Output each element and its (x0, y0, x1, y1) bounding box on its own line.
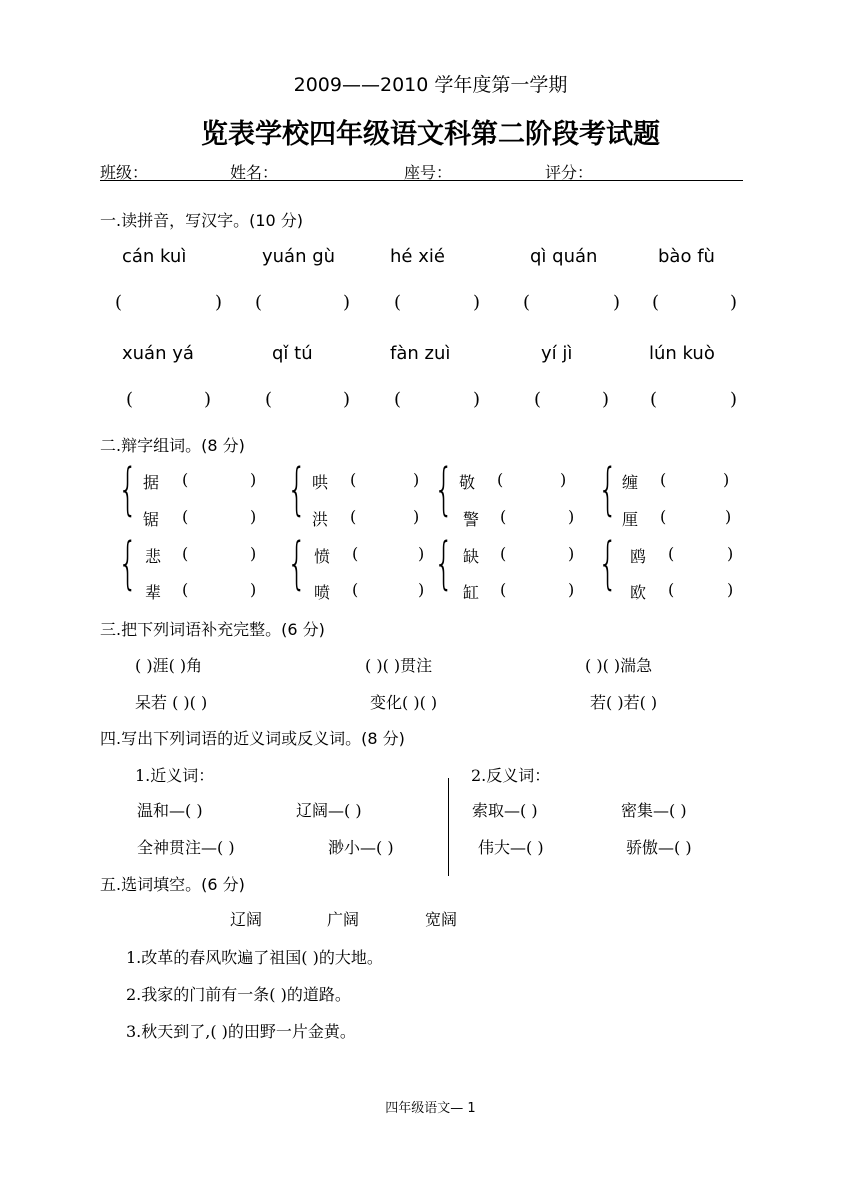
word-choice: 辽阔 (230, 910, 263, 929)
answer-open: ( (394, 292, 402, 313)
answer-close: ) (602, 389, 610, 410)
antonym-item: 密集—( ) (621, 801, 687, 820)
answer-open: ( (523, 292, 531, 313)
synonym-item: 温和—( ) (137, 801, 203, 820)
char: 敬 (459, 473, 476, 492)
word-choice: 宽阔 (425, 910, 458, 929)
answer-close: ) (343, 389, 351, 410)
answer-open: ( (660, 507, 667, 526)
answer-open: ( (668, 544, 675, 563)
class-label: 班级： (100, 163, 149, 182)
antonym-label: 2.反义词： (471, 766, 551, 785)
word-choice: 广阔 (327, 910, 360, 929)
page-footer: 四年级语文— 1 (385, 1101, 476, 1116)
answer-close: ) (418, 544, 425, 563)
answer-close: ) (473, 389, 481, 410)
pinyin-10: lún kuò (649, 343, 715, 364)
answer-open: ( (500, 544, 507, 563)
answer-open: ( (115, 292, 123, 313)
section-3-title: 三.把下列词语补充完整。(6 分) (100, 620, 325, 639)
answer-open: ( (182, 507, 189, 526)
synonym-label: 1.近义词： (135, 766, 215, 785)
brace: { (287, 531, 307, 596)
answer-close: ) (730, 292, 738, 313)
idiom-blank: 变化( )( ) (370, 693, 438, 712)
divider (448, 778, 449, 876)
answer-open: ( (350, 470, 357, 489)
answer-open: ( (182, 470, 189, 489)
answer-open: ( (534, 389, 542, 410)
brace: { (434, 531, 454, 596)
pinyin-8: fàn zuì (390, 343, 451, 364)
answer-open: ( (352, 544, 359, 563)
score-label: 评分： (545, 163, 594, 182)
answer-close: ) (568, 580, 575, 599)
pinyin-2: yuán gù (262, 246, 336, 267)
char: 缠 (622, 473, 639, 492)
answer-close: ) (250, 580, 257, 599)
synonym-item: 全神贯注—( ) (137, 838, 235, 857)
answer-open: ( (126, 389, 134, 410)
pinyin-9: yí jì (541, 343, 573, 364)
answer-open: ( (650, 389, 658, 410)
answer-close: ) (473, 292, 481, 313)
fill-question-1: 1.改革的春风吹遍了祖国( )的大地。 (126, 948, 383, 967)
char: 缸 (463, 583, 480, 602)
seat-label: 座号： (404, 163, 453, 182)
answer-open: ( (500, 580, 507, 599)
answer-close: ) (413, 507, 420, 526)
answer-open: ( (500, 507, 507, 526)
fill-question-2: 2.我家的门前有一条( )的道路。 (126, 985, 351, 1004)
brace: { (598, 457, 618, 522)
school-year: 2009——2010 学年度第一学期 (293, 74, 568, 96)
idiom-blank: ( )( )湍急 (585, 656, 653, 675)
section-2-title: 二.辩字组词。(8 分) (100, 436, 245, 455)
char: 辈 (145, 583, 162, 602)
fill-question-3: 3.秋天到了,( )的田野一片金黄。 (126, 1022, 356, 1041)
antonym-item: 伟大—( ) (478, 838, 544, 857)
brace: { (118, 457, 138, 522)
answer-close: ) (727, 544, 734, 563)
brace: { (434, 457, 454, 522)
char: 哄 (312, 473, 329, 492)
char: 欧 (630, 583, 647, 602)
idiom-blank: 若( )若( ) (590, 693, 658, 712)
char: 洪 (312, 510, 329, 529)
char: 厘 (622, 510, 639, 529)
answer-close: ) (568, 544, 575, 563)
section-4-title: 四.写出下列词语的近义词或反义词。(8 分) (100, 729, 405, 748)
answer-open: ( (394, 389, 402, 410)
answer-open: ( (182, 544, 189, 563)
idiom-blank: 呆若 ( )( ) (135, 693, 208, 712)
pinyin-7: qǐ tú (272, 343, 313, 364)
answer-close: ) (418, 580, 425, 599)
section-5-title: 五.选词填空。(6 分) (100, 875, 245, 894)
answer-close: ) (723, 470, 730, 489)
idiom-blank: ( )涯( )角 (135, 656, 203, 675)
answer-open: ( (265, 389, 273, 410)
answer-open: ( (352, 580, 359, 599)
idiom-blank: ( )( )贯注 (365, 656, 433, 675)
answer-close: ) (568, 507, 575, 526)
char: 缺 (463, 547, 480, 566)
antonym-item: 骄傲—( ) (626, 838, 692, 857)
answer-close: ) (250, 507, 257, 526)
answer-close: ) (215, 292, 223, 313)
answer-open: ( (255, 292, 263, 313)
answer-close: ) (727, 580, 734, 599)
synonym-item: 辽阔—( ) (296, 801, 362, 820)
answer-close: ) (204, 389, 212, 410)
char: 据 (143, 473, 160, 492)
char: 鸥 (630, 547, 647, 566)
pinyin-5: bào fù (658, 246, 715, 267)
pinyin-3: hé xié (390, 246, 445, 267)
answer-open: ( (660, 470, 667, 489)
answer-open: ( (182, 580, 189, 599)
name-label: 姓名： (230, 163, 279, 182)
answer-open: ( (497, 470, 504, 489)
char: 喷 (314, 583, 331, 602)
pinyin-1: cán kuì (122, 246, 187, 267)
exam-title: 览表学校四年级语文科第二阶段考试题 (201, 119, 660, 150)
char: 愤 (314, 547, 331, 566)
answer-close: ) (560, 470, 567, 489)
brace: { (598, 531, 618, 596)
char: 警 (463, 510, 480, 529)
brace: { (287, 457, 307, 522)
answer-close: ) (250, 544, 257, 563)
answer-close: ) (343, 292, 351, 313)
answer-close: ) (413, 470, 420, 489)
answer-close: ) (250, 470, 257, 489)
pinyin-4: qì quán (530, 246, 598, 267)
synonym-item: 渺小—( ) (328, 838, 394, 857)
char: 悲 (145, 547, 162, 566)
answer-open: ( (350, 507, 357, 526)
char: 锯 (143, 510, 160, 529)
brace: { (118, 531, 138, 596)
pinyin-6: xuán yá (122, 343, 194, 364)
section-1-title: 一.读拼音，写汉字。(10 分) (100, 211, 304, 230)
answer-open: ( (668, 580, 675, 599)
header-underline (100, 180, 743, 181)
antonym-item: 索取—( ) (472, 801, 538, 820)
answer-open: ( (652, 292, 660, 313)
answer-close: ) (725, 507, 732, 526)
answer-close: ) (730, 389, 738, 410)
answer-close: ) (613, 292, 621, 313)
